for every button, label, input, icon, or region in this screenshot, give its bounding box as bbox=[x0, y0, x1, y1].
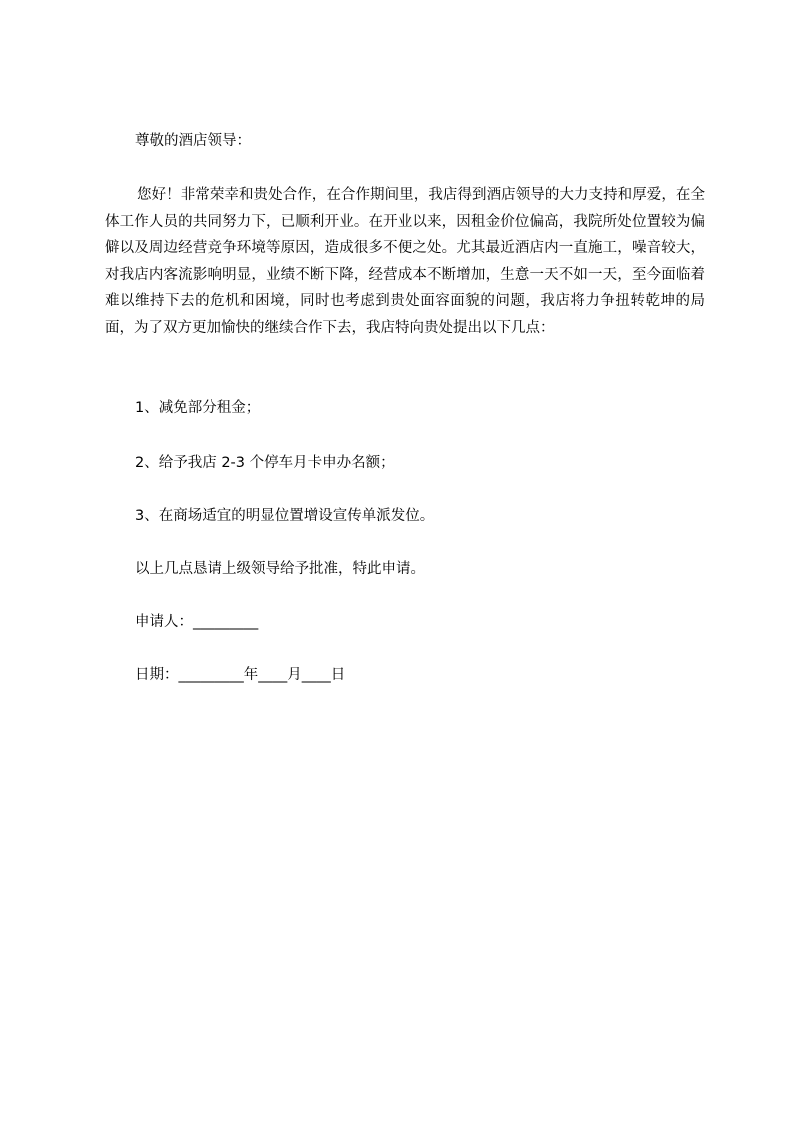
request-item-2: 2、给予我店 2-3 个停车月卡申办名额； bbox=[135, 455, 395, 471]
applicant-line: 申请人：_________ bbox=[135, 614, 259, 630]
request-item-1: 1、减免部分租金； bbox=[135, 400, 261, 416]
date-line: 日期：_________年____月____日 bbox=[135, 667, 346, 683]
salutation: 尊敬的酒店领导： bbox=[135, 133, 251, 149]
closing-statement: 以上几点恳请上级领导给予批准，特此申请。 bbox=[135, 561, 425, 577]
request-item-3: 3、在商场适宜的明显位置增设宣传单派发位。 bbox=[135, 508, 435, 524]
body-paragraph: 您好！非常荣幸和贵处合作，在合作期间里，我店得到酒店领导的大力支持和厚爱，在全体工作人员的共同努力下，已顺利开业。在开业以来，因租金价位偏高，我院所处位置较为偏僻以及周边经营竞争环境等原因，造成很多不便之处。尤其最近酒店内一直施工，噪音较大，对我店内客流影响明显，业绩不断下降，经营成本不断增加，生意一天不如一天，至今面临着难以维持下去的危机和困境，同时也考虑到贵处面容面貌的问题，我店将力争扭转乾坤的局面，为了双方更加愉快的继续合作下去，我店特向贵处提出以下几点： bbox=[105, 187, 705, 336]
